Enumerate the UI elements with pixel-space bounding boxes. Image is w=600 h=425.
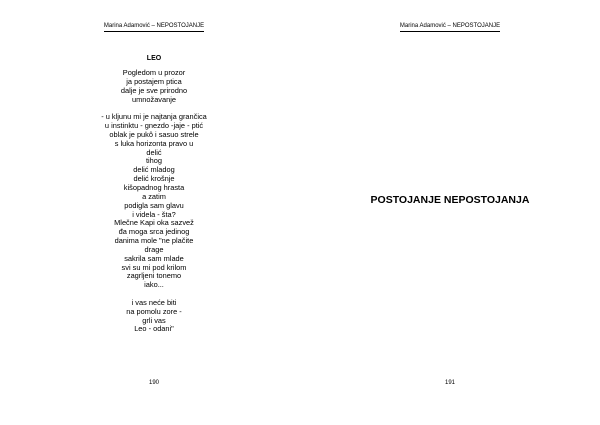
page-number-left: 190 — [148, 380, 159, 386]
poem-line: tihog — [145, 156, 163, 166]
poem-line: oblak je pukô i sasuo strele — [109, 129, 199, 139]
poem-line: s luka horizonta pravo u — [114, 138, 194, 148]
poem-line: i videla - šta? — [132, 209, 176, 219]
left-page — [74, 0, 234, 425]
right-page — [370, 0, 530, 425]
poem-title: LEO — [146, 55, 162, 62]
poem-line: grli vas — [142, 315, 166, 325]
poem-body — [74, 69, 234, 334]
poem-line: umnožavanje — [132, 94, 176, 104]
poem-line: Leo - odani" — [134, 324, 174, 334]
poem-line: a zatim — [142, 191, 166, 201]
poem-line: svi su mi pod krilom — [121, 262, 187, 272]
poem-line: sakrila sam mlade — [124, 253, 184, 263]
page-number-right: 191 — [444, 380, 455, 386]
poem-line: iako... — [144, 280, 164, 290]
running-header-left-text: Marina Adamović – NEPOSTOJANJE — [104, 22, 204, 32]
poem-line: delić krošnje — [133, 174, 175, 184]
poem-line: ja postajem ptica — [126, 76, 182, 86]
running-header-left — [74, 22, 234, 32]
poem-line: delić — [146, 147, 162, 157]
running-header-right-text: Marina Adamović – NEPOSTOJANJE — [400, 22, 500, 32]
poem-line: na pomolu zore - — [126, 306, 182, 316]
poem-line: podigla sam glavu — [124, 200, 184, 210]
poem-line: đa moga srca jedinog — [118, 227, 190, 237]
poem-line: Pogledom u prozor — [122, 68, 186, 77]
running-header-right — [370, 22, 530, 32]
poem-line: delić mladog — [133, 165, 175, 175]
poem-line: zagrljeni tonemo — [126, 271, 182, 281]
poem-line: dalje je sve prirodno — [120, 85, 188, 95]
poem-line: drage — [144, 244, 164, 254]
poem-line: i vas neće biti — [131, 297, 177, 307]
poem-line: kišopadnog hrasta — [123, 182, 185, 192]
poem-line: Mlečne Kapi oka sazvež — [114, 218, 194, 228]
section-title: POSTOJANJE NEPOSTOJANJA — [370, 194, 530, 206]
poem-line: danima mole "ne plačite — [114, 236, 194, 246]
poem-line: - u kljunu mi je najtanja grančica — [101, 112, 207, 122]
poem-line: u instinktu - gnezdo -jaje - ptić — [104, 121, 204, 131]
